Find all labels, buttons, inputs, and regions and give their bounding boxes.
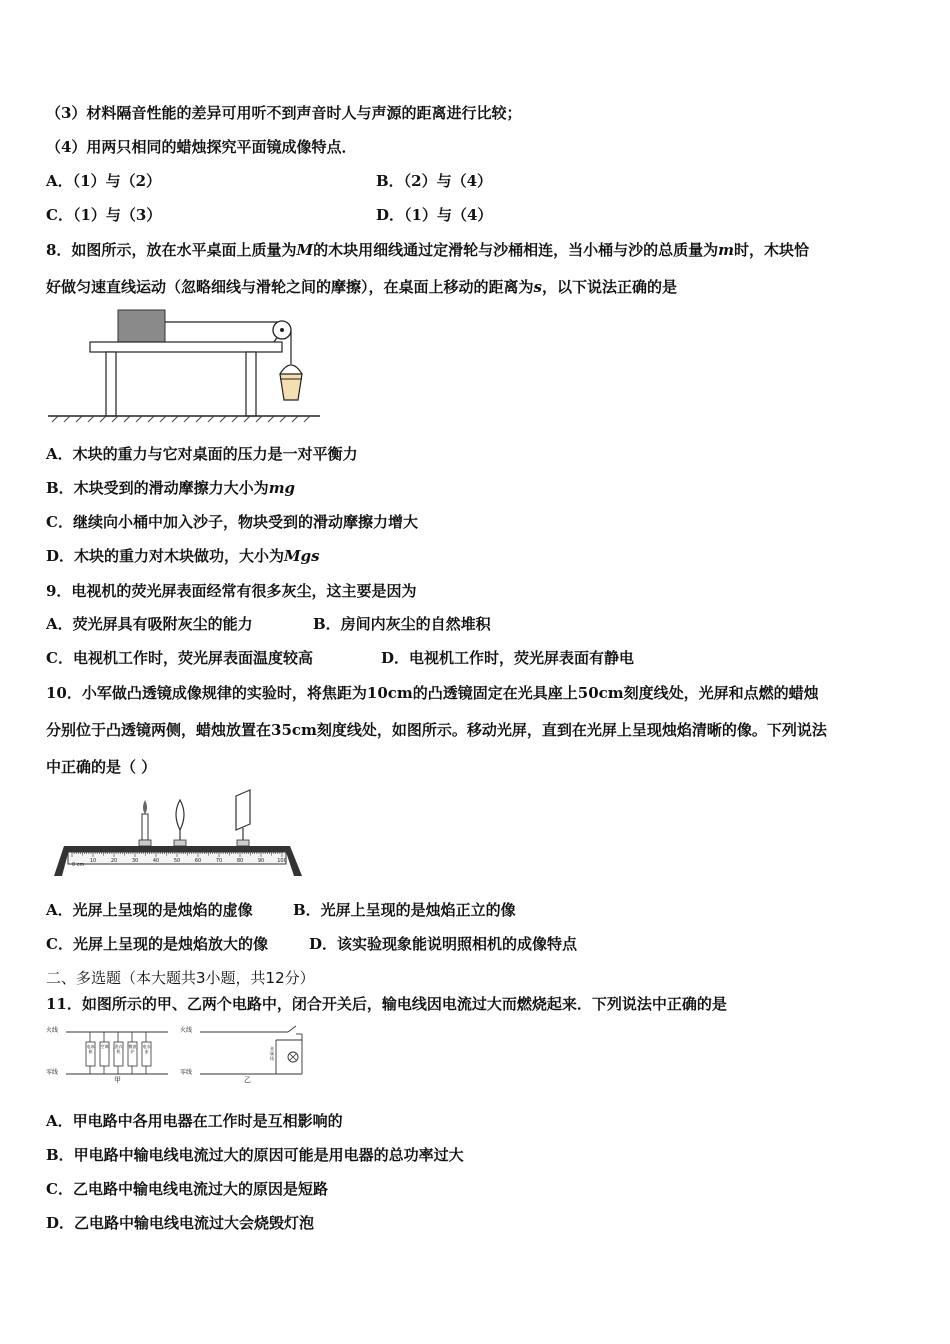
q8-stem-text: 好做匀速直线运动（忽略细线与滑轮之间的摩擦），在桌面上移动的距离为 <box>46 278 534 296</box>
circuit-figure <box>44 1020 306 1086</box>
jia-live-label: 火线 <box>46 1027 59 1034</box>
section-title: 二、多选题（本大题共3小题，共12分） <box>46 969 315 987</box>
ruler-tick-label: 70 <box>215 858 223 864</box>
ruler-tick-label: 50 <box>173 858 181 864</box>
candle-holder <box>139 840 151 846</box>
optical-bench-figure <box>50 788 306 880</box>
appliance-label: 洗衣机 <box>114 1044 123 1054</box>
appliance-label: 电冰箱 <box>86 1044 95 1054</box>
q7-option-a: A．（1）与（2） <box>46 172 162 190</box>
q7-option-d: D．（1）与（4） <box>376 206 493 224</box>
q9-stem: 9．电视机的荧光屏表面经常有很多灰尘，这主要是因为 <box>46 582 417 600</box>
ruler-tick-label: 30 <box>131 858 139 864</box>
pulley-axle <box>280 328 284 332</box>
q8-option-c: C．继续向小桶中加入沙子，物块受到的滑动摩擦力增大 <box>46 513 418 531</box>
q8-var-m: m <box>718 241 734 259</box>
q9-option-b: B．房间内灰尘的自然堆积 <box>313 615 491 633</box>
q11-option-b: B．甲电路中输电线电流过大的原因可能是用电器的总功率过大 <box>46 1146 464 1164</box>
yi-label: 乙 <box>244 1076 251 1084</box>
q8-stem-text: 的木块用细线通过定滑轮与沙桶相连，当小桶与沙的总质量为 <box>313 241 719 259</box>
q7-item-3: （3）材料隔音性能的差异可用听不到声音时人与声源的距离进行比较； <box>46 104 522 122</box>
q8-stem-text: 时，木块恰 <box>733 241 809 259</box>
q10-stem-line-1: 10．小军做凸透镜成像规律的实验时，将焦距为10cm的凸透镜固定在光具座上50cm刻度线处，光屏和点燃的蜡烛 <box>46 684 819 702</box>
q8-stem-text: ，以下说法正确的是 <box>541 278 677 296</box>
bench-rail <box>64 846 290 852</box>
q8-option-d-text: D．木块的重力对木块做功，大小为 <box>46 547 285 565</box>
q10-stem-line-3: 中正确的是（ ） <box>46 758 157 776</box>
table-top <box>90 342 282 352</box>
sand-bucket <box>280 374 302 400</box>
ruler-tick-label: 20 <box>110 858 118 864</box>
q11-stem: 11．如图所示的甲、乙两个电路中，闭合开关后，输电线因电流过大而燃烧起来．下列说法中正确的是 <box>46 995 727 1013</box>
appliance-label: 微波炉 <box>128 1044 137 1054</box>
wood-block <box>118 310 165 342</box>
light-screen <box>236 790 250 830</box>
yi-neutral-label: 零线 <box>180 1069 193 1076</box>
candle <box>142 814 148 840</box>
q11-option-d: D．乙电路中输电线电流过大会烧毁灯泡 <box>46 1214 315 1232</box>
q8-stem-line-2 <box>46 277 677 297</box>
q10-stem-line-2: 分别位于凸透镜两侧，蜡烛放置在35cm刻度线处，如图所示。移动光屏，直到在光屏上呈现烛焰清晰的像。下列说法 <box>46 721 827 739</box>
q8-var-s: s <box>533 278 542 296</box>
optical-bench-drawing <box>50 788 306 880</box>
q9-option-d: D．电视机工作时，荧光屏表面有静电 <box>381 649 635 667</box>
q9-option-c: C．电视机工作时，荧光屏表面温度较高 <box>46 649 313 667</box>
q10-option-a: A．光屏上呈现的是烛焰的虚像 <box>46 901 253 919</box>
ruler-tick-label: 80 <box>236 858 244 864</box>
bucket-handle <box>280 365 302 374</box>
lens-holder <box>174 840 186 846</box>
ruler-tick-label: 10 <box>89 858 97 864</box>
q9-option-a: A．荧光屏具有吸附灰尘的能力 <box>46 615 253 633</box>
ruler-tick-label: 90 <box>257 858 265 864</box>
ruler-tick-label: 60 <box>194 858 202 864</box>
appliance-label: 空调 <box>100 1044 109 1049</box>
table-leg <box>246 352 256 416</box>
ground-hatching <box>52 416 310 422</box>
q7-option-b: B．（2）与（4） <box>376 172 493 190</box>
q8-var-mg: mg <box>268 479 296 497</box>
convex-lens <box>176 800 184 830</box>
q8-stem-text: 8．如图所示，放在水平桌面上质量为 <box>46 241 297 259</box>
yi-switch <box>288 1026 296 1032</box>
ruler-unit-label: 0 cm <box>72 862 85 868</box>
ruler-tick-label: 100 <box>277 858 287 864</box>
q11-option-a: A．甲电路中各用电器在工作时是互相影响的 <box>46 1112 343 1130</box>
jia-label: 甲 <box>114 1076 121 1084</box>
table-leg <box>106 352 116 416</box>
q8-option-b-text: B．木块受到的滑动摩擦力大小为 <box>46 479 269 497</box>
jia-neutral-label: 零线 <box>46 1069 59 1076</box>
circuit-drawing <box>44 1020 306 1086</box>
yi-live-label: 火线 <box>180 1027 193 1034</box>
candle-flame <box>143 800 147 814</box>
q8-option-a: A．木块的重力与它对桌面的压力是一对平衡力 <box>46 445 358 463</box>
q8-var-Mgs: Mgs <box>284 547 320 565</box>
q7-option-c: C．（1）与（3） <box>46 206 162 224</box>
q10-option-c: C．光屏上呈现的是烛焰放大的像 <box>46 935 268 953</box>
q8-option-b <box>46 478 295 498</box>
q8-option-d <box>46 546 320 566</box>
metal-wire-label: 金属线 <box>270 1046 274 1061</box>
appliance-label: 电水壶 <box>142 1044 151 1054</box>
q10-option-b: B．光屏上呈现的是烛焰正立的像 <box>293 901 516 919</box>
screen-holder <box>237 840 249 846</box>
q8-var-M: M <box>296 241 314 259</box>
ruler-tick-label: 40 <box>152 858 160 864</box>
pulley-block-figure <box>44 304 324 426</box>
q8-stem-line-1 <box>46 240 809 260</box>
q10-option-d: D．该实验现象能说明照相机的成像特点 <box>309 935 578 953</box>
q7-item-4: （4）用两只相同的蜡烛探究平面镜成像特点． <box>46 138 357 156</box>
q11-option-c: C．乙电路中输电线电流过大的原因是短路 <box>46 1180 328 1198</box>
